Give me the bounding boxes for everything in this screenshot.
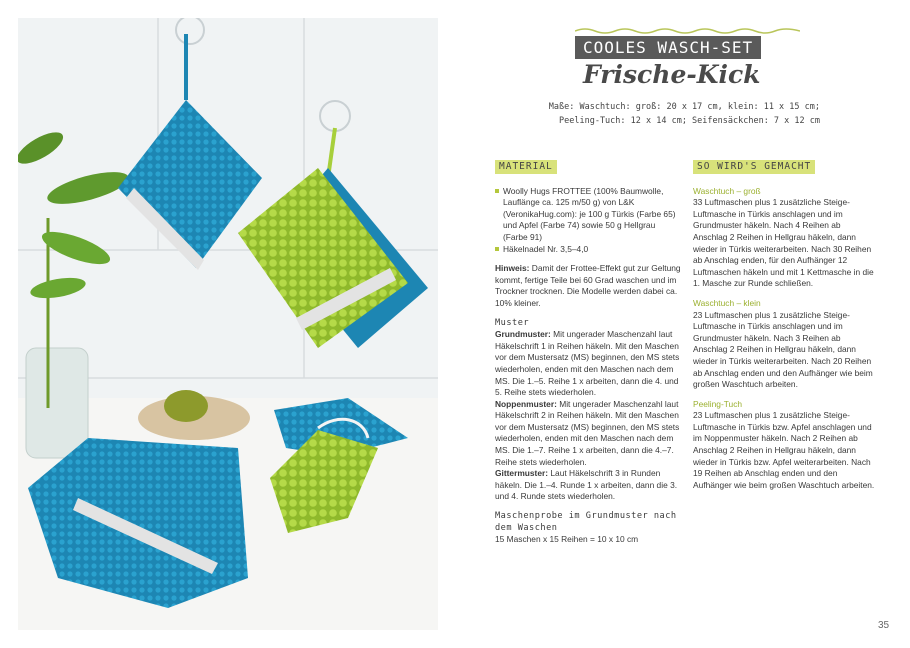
instructions-column [693, 160, 875, 499]
material-list [495, 186, 681, 256]
pattern-heading: Muster [495, 317, 530, 328]
gauge-heading: Maschenprobe im Grundmuster nach dem Waschen [495, 511, 677, 533]
hint-paragraph [495, 263, 681, 309]
measures-line-1: Maße: Waschtuch: groß: 20 x 17 cm, klein: 11 x 15 cm; [548, 102, 820, 112]
pattern-ground-label: Grundmuster: [495, 329, 551, 340]
measures-line-2: Peeling-Tuch: 12 x 14 cm; Seifensäckchen: 7 x 12 cm [559, 116, 820, 126]
hint-text: Damit der Frottee-Effekt gut zur Geltung kommt, fertige Teile bei 60 Grad waschen und im Trockner trocknen. Die Modelle werden dabei ca. 10% kleiner. [495, 263, 681, 308]
peeling-cloth-text: 23 Luftmaschen plus 1 zusätzliche Steige-Luftmasche in Türkis bzw. Apfel anschlagen und im Noppenmuster häkeln. Nach 2 Reihen ab Anschlag 2 Reihen in Hellgrau häkeln, dann wieder in Türkis bzw. Apfel weiterarbeiten. Nach 19 Reihen ab Anschlag enden und den Aufhänger wie beim großen Waschtuch arbeiten. [693, 410, 875, 490]
pattern-grid-text: Laut Häkelschrift 3 in Runden häkeln. Die 1.–4. Runde 1 x arbeiten, dann die 3. und 4. Runde stets wiederholen. [495, 468, 678, 502]
hint-label: Hinweis: [495, 263, 530, 274]
large-cloth-title: Waschtuch – groß [693, 185, 761, 196]
header-ornament [575, 27, 800, 35]
text-page [455, 0, 910, 648]
peeling-cloth-section [693, 399, 875, 492]
instructions-heading: SO WIRD'S GEMACHT [693, 160, 815, 174]
material-heading: MATERIAL [495, 160, 557, 174]
measurements [535, 100, 820, 128]
pattern-ground [495, 329, 681, 399]
gauge-text: 15 Maschen x 15 Reihen = 10 x 10 cm [495, 534, 639, 545]
large-cloth-text: 33 Luftmaschen plus 1 zusätzliche Steige-Luftmasche in Türkis anschlagen und im Grundmuster häkeln. Nach 4 Reihen ab Anschlag 2 Reihen in Hellgrau häkeln, dann wieder in Türkis weiterarbeiten. Nach 30 Reihen ab Anschlag enden, für den Aufhänger 12 Luftmaschen häkeln und mit 1 Kettmasche in die 1. Masche zur Runde schließen. [693, 197, 874, 289]
pattern-ground-text: Mit ungerader Maschenzahl laut Häkelschrift 1 in Reihen häkeln. Mit den Maschen vor dem Mustersatz (MS) beginnen, den MS stets wiederholen, enden mit den Maschen nach dem MS. Die 1.–5. Reihe 1 x arbeiten, dann die 4. und 5. Reihe stets wiederholen. [495, 329, 680, 398]
large-cloth-section [693, 186, 875, 290]
page-number: 35 [878, 620, 890, 631]
small-cloth-text: 23 Luftmaschen plus 1 zusätzliche Steige-Luftmasche in Türkis anschlagen und im Grundmuster häkeln. Nach 3 Reihen ab Anschlag 2 Reihen in Hellgrau häkeln, dann wieder in Türkis weiterarbeiten. Nach 20 Reihen ab Anschlag enden und den Aufhänger wie beim großen Waschtuch arbeiten. [693, 309, 873, 390]
product-photo [18, 18, 438, 630]
peeling-cloth-title: Peeling-Tuch [693, 398, 743, 409]
material-column [495, 160, 681, 546]
category-heading: COOLES WASCH-SET [575, 36, 761, 59]
pattern-nub-text: Mit ungerader Maschenzahl laut Häkelschrift 2 in Reihen häkeln. Mit den Maschen vor dem Mustersatz (MS) beginnen, den MS stets wiederholen, enden mit den Maschen nach dem MS. Die 1.–7. Reihe 1 x arbeiten, dann die 4.–7. Reihe stets wiederholen. [495, 398, 680, 467]
photo-illustration [18, 18, 438, 630]
pattern-nub-label: Noppenmuster: [495, 398, 557, 409]
material-item: Woolly Hugs FROTTEE (100% Baumwolle, Lauflänge ca. 125 m/50 g) von L&K (VeronikaHug.com): je 100 g Türkis (Farbe 65) und Apfel (Farbe 74) sowie 50 g Hellgrau (Farbe 91) [495, 186, 681, 244]
pattern-grid-label: Gittermuster: [495, 468, 549, 479]
pattern-nub [495, 399, 681, 469]
small-cloth-title: Waschtuch – klein [693, 297, 761, 308]
pattern-grid [495, 468, 681, 503]
page-title: Frische-Kick [583, 60, 761, 89]
material-item: Häkelnadel Nr. 3,5–4,0 [495, 244, 681, 256]
small-cloth-section [693, 298, 875, 391]
